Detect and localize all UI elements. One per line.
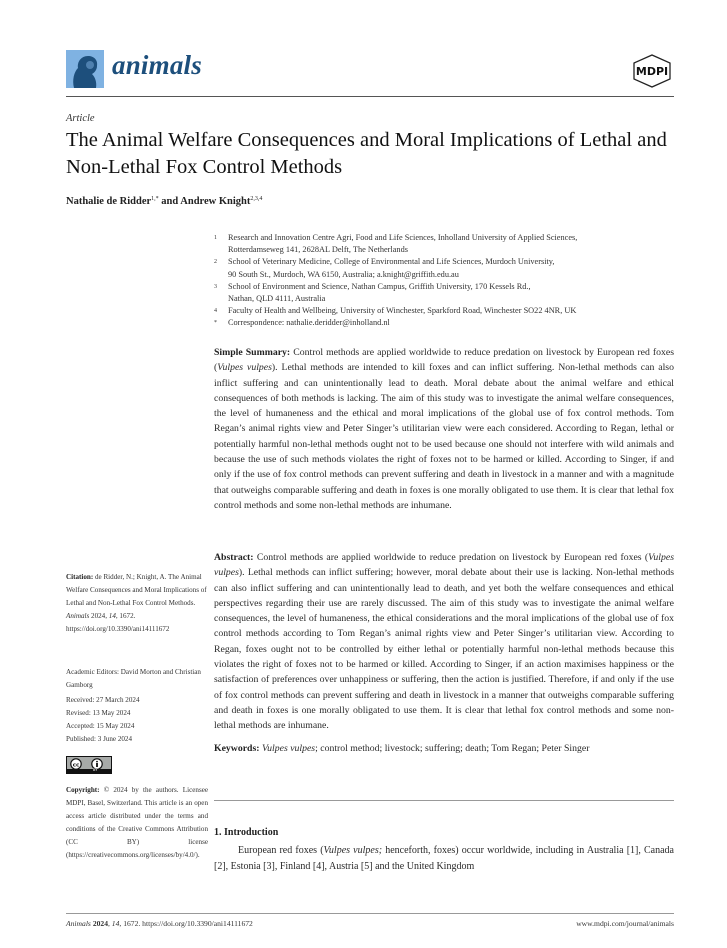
affiliation-line: Nathan, QLD 4111, Australia: [228, 294, 326, 304]
copyright-text: © 2024 by the authors. Licensee MDPI, Basel, Switzerland. This article is an open access article distributed under the terms and conditions of the Creative Commons Attribution (CC BY) license (https://creativecommons.org/licenses/by/4.0/).: [66, 786, 208, 860]
header-divider: [66, 96, 674, 97]
affiliation-item: [214, 232, 674, 256]
affiliations: [214, 232, 674, 330]
date-accepted: [66, 720, 208, 733]
abstract: [214, 550, 674, 734]
date-published: [66, 733, 208, 746]
affiliation-number: 4: [214, 308, 217, 315]
journal-header: [66, 50, 674, 90]
citation-volume: 14: [108, 612, 116, 621]
keywords-list: ; control method; livestock; suffering; death; Tom Regan; Peter Singer: [315, 743, 590, 754]
cc-icon-text: cc: [72, 762, 80, 769]
publisher-logo-text: MDPI: [635, 65, 669, 78]
affiliation-line: School of Environment and Science, Nathan Campus, Griffith University, 170 Kessels Rd.,: [228, 281, 531, 291]
intro-text: henceforth, foxes) occur worldwide, including in Australia [1], Canada [2], Estonia [3], Finland [4], Austria [5] and the United Kingdom: [214, 845, 674, 872]
date-revised: [66, 707, 208, 720]
footer-journal-url[interactable]: www.mdpi.com/journal/animals: [576, 919, 674, 928]
date-label: Received:: [66, 696, 95, 704]
section-heading-introduction: 1. Introduction: [214, 827, 279, 838]
date-received: [66, 694, 208, 707]
simple-summary: [214, 345, 674, 513]
citation-block: [66, 571, 208, 636]
author-name: Andrew Knight: [180, 196, 251, 207]
mdpi-logo: [630, 54, 674, 88]
journal-name: animals: [112, 50, 202, 80]
article-type: Article: [66, 113, 95, 124]
citation-label: Citation:: [66, 573, 94, 581]
affiliation-item: [214, 281, 674, 305]
correspondence: [214, 317, 674, 329]
affiliation-line: School of Veterinary Medicine, College of Environmental and Life Sciences, Murdoch University,: [228, 257, 555, 267]
footer-divider: [66, 913, 674, 914]
section-divider: [214, 800, 674, 801]
footer-journal: Animals: [66, 919, 91, 928]
editors-names: David Morton and Christian Gamborg: [66, 668, 201, 690]
footer-citation: Animals 2024, 14, 1672. https://doi.org/10.3390/ani14111672: [66, 919, 253, 928]
abstract-text: ). Lethal methods can inflict suffering; however, moral debate about their use is lacking. Non-lethal methods can also inflict suffering and can unintentionally lead to death, and yet both the welfare consequences and ethical perspectives regarding their use are rarely discussed. The aim of this study was to investigate the animal welfare consequences, the level of humaneness, the ethical considerations and the moral implications of the global use of fox control methods according to Tom Regan’s animal rights view and Peter Singer’s utilitarian view. According to Regan, foxes ought not to be controlled by either lethal or potentially harmful non-lethal methods because this violates the right of foxes not to be harmed or killed. According to Singer, if an action maximises happiness or the satisfaction of preferences over unhappiness or suffering, then the action is justified. Therefore, if and only if the use of fox control methods can prevent suffering and death in livestock in a manner that outweighs comparable suffering and death in foxes is one morally obligated to use them. It is clear that lethal fox control methods and some non-lethal methods are inhumane.: [214, 567, 674, 732]
simple-summary-label: Simple Summary:: [214, 347, 291, 358]
affiliation-number: 2: [214, 259, 217, 266]
by-label: BY: [93, 768, 98, 772]
publication-dates: [66, 694, 208, 746]
abstract-label: Abstract:: [214, 552, 254, 563]
species-name: Vulpes vulpes: [217, 362, 272, 374]
citation-journal: Animals: [66, 612, 90, 621]
correspondence-email: Correspondence: nathalie.deridder@inholland.nl: [228, 318, 390, 328]
authors: [66, 196, 262, 207]
citation-year: 2024,: [89, 612, 109, 621]
date-value: 3 June 2024: [95, 735, 133, 744]
footer-doi[interactable]: , 1672. https://doi.org/10.3390/ani14111672: [119, 919, 253, 928]
author-joiner: and: [161, 196, 179, 207]
date-value: 27 March 2024: [94, 696, 140, 704]
citation-text: de Ridder, N.; Knight, A. The Animal Welfare Consequences and Moral Implications of Lethal and Non-Lethal Fox Control Methods.: [66, 573, 207, 608]
intro-text: European red foxes (: [238, 845, 324, 856]
affiliation-item: [214, 305, 674, 317]
keyword-species: Vulpes vulpes: [261, 743, 316, 754]
date-label: Accepted:: [66, 722, 95, 731]
affiliation-line: 90 South St., Murdoch, WA 6150, Australia; a.knight@griffith.edu.au: [228, 269, 459, 279]
date-value: 13 May 2024: [90, 709, 131, 718]
author-affiliation-marker: 1,*: [151, 196, 159, 202]
citation-doi[interactable]: , 1672. https://doi.org/10.3390/ani14111672: [66, 612, 170, 634]
affiliation-line: Research and Innovation Centre Agri, Food and Life Sciences, Inholland University of Applied Sciences,: [228, 233, 578, 242]
cc-by-label-bar: [67, 769, 111, 773]
footer-volume: 14: [111, 919, 120, 928]
article-title: The Animal Welfare Consequences and Moral Implications of Lethal and Non-Lethal Fox Control Methods: [66, 129, 667, 178]
date-label: Revised:: [66, 709, 91, 718]
keywords-label: Keywords:: [214, 743, 260, 754]
affiliation-number: 3: [214, 283, 217, 290]
academic-editors: [66, 666, 208, 692]
affiliation-line: Faculty of Health and Wellbeing, University of Winchester, Sparkford Road, Winchester SO22 4NR, UK: [228, 306, 577, 316]
footer-year: 2024: [92, 919, 108, 928]
date-value: 15 May 2024: [94, 722, 135, 731]
copyright-notice: [66, 784, 208, 863]
species-name: Vulpes vulpes;: [323, 845, 383, 856]
gorilla-silhouette-icon: [66, 50, 104, 88]
species-name: Vulpes vulpes: [214, 552, 674, 579]
cc-by-license-badge[interactable]: [66, 756, 112, 774]
keywords: [214, 741, 674, 756]
abstract-text: Control methods are applied worldwide to reduce predation on livestock by European red foxes (: [253, 552, 649, 563]
introduction-paragraph: [214, 843, 674, 875]
affiliation-number: *: [214, 320, 217, 327]
author-name: Nathalie de Ridder: [66, 196, 152, 207]
summary-text: Control methods are applied worldwide to reduce predation on livestock by European red foxes (: [214, 347, 675, 374]
summary-text: ). Lethal methods are intended to kill foxes and can inflict suffering. Non-lethal methods can also inflict suffering and can unintentionally lead to death. Moral debate about the animal welfare and ethical consequences of both methods is lacking. The aim of this study was to investigate the animal welfare consequences, the level of humaneness and the ethical and moral implications of the global use of fox control methods. Tom Regan’s animal rights view and Peter Singer’s utilitarian view were each considered. According to Regan, lethal or potentially harmful non-lethal methods ought not to be used because one should not interfere with wild animals and because the use of such methods violates the right of foxes not to be harmed or killed. According to Singer, if and only if the use of fox control methods can prevent suffering and death in livestock in a manner and with a magnitude that outweighs comparable suffering and death in foxes is one morally obligated to use them. It is clear that lethal fox control methods and some non-lethal methods are inhumane.: [214, 362, 674, 511]
copyright-label: Copyright:: [66, 786, 100, 794]
affiliation-item: [214, 256, 674, 280]
affiliation-line: Rotterdamseweg 141, 2628AL Delft, The Netherlands: [228, 245, 408, 255]
author-affiliation-marker: 2,3,4: [250, 196, 263, 202]
affiliation-number: 1: [214, 235, 217, 241]
date-label: Published:: [66, 735, 96, 744]
editors-label: Academic Editors:: [66, 668, 119, 676]
